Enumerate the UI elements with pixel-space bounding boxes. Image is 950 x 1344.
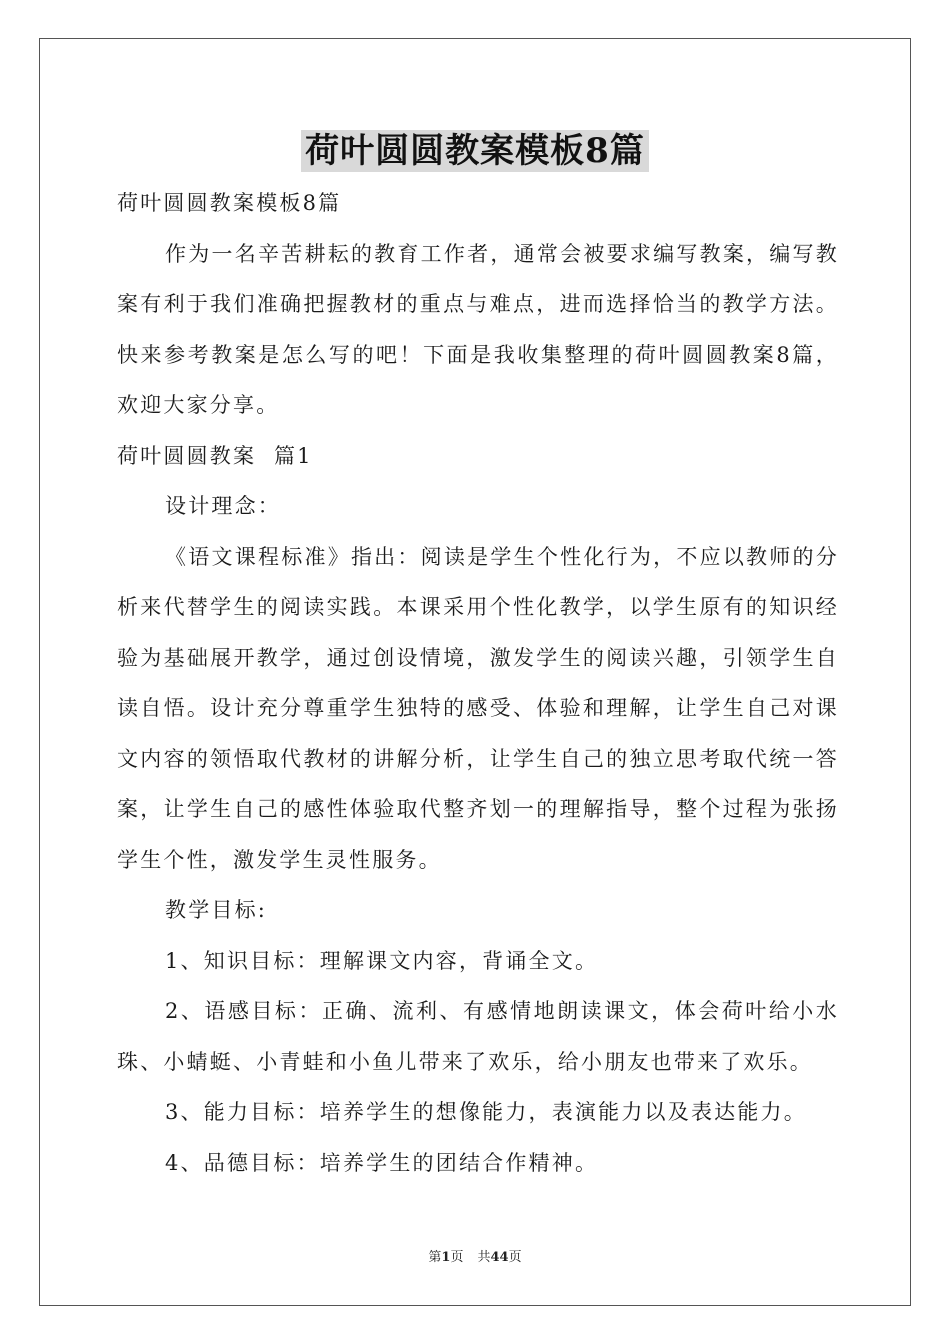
list-item: 3、能力目标：培养学生的想像能力，表演能力以及表达能力。 bbox=[165, 1100, 807, 1124]
list-item: 4、品德目标：培养学生的团结合作精神。 bbox=[165, 1150, 599, 1175]
total-suffix: 页 bbox=[508, 1250, 522, 1265]
paragraph: 荷叶圆圆教案模板8篇 bbox=[117, 191, 342, 215]
section-heading: 荷叶圆圆教案 篇1 bbox=[117, 443, 313, 468]
page-suffix: 页 bbox=[450, 1250, 464, 1265]
page-prefix: 第 bbox=[428, 1250, 442, 1265]
total-prefix: 共 bbox=[477, 1250, 491, 1265]
total-pages: 44 bbox=[490, 1250, 509, 1265]
document-body bbox=[117, 178, 839, 1188]
paragraph: 《语文课程标准》指出：阅读是学生个性化行为，不应以教师的分析来代替学生的阅读实践。本课采用个性化教学，以学生原有的知识经验为基础展开教学，通过创设情境，激发学生的阅读兴趣，引领学生自读自悟。设计充分尊重学生独特的感受、体验和理解，让学生自己对课文内容的领悟取代教材的讲解分析，让学生自己的独立思考取代统一答案，让学生自己的感性体验取代整齐划一的理解指导，整个过程为张扬学生个性，激发学生灵性服务。 bbox=[117, 544, 839, 872]
list-item: 1、知识目标：理解课文内容，背诵全文。 bbox=[165, 948, 599, 973]
page-footer bbox=[0, 1246, 950, 1265]
paragraph: 作为一名辛苦耕耘的教育工作者，通常会被要求编写教案，编写教案有利于我们准确把握教材的重点与难点，进而选择恰当的教学方法。快来参考教案是怎么写的吧！下面是我收集整理的荷叶圆圆教案8篇，欢迎大家分享。 bbox=[117, 241, 839, 417]
page-number: 1 bbox=[441, 1250, 451, 1265]
list-item: 2、语感目标：正确、流利、有感情地朗读课文，体会荷叶给小水珠、小蜻蜓、小青蛙和小鱼儿带来了欢乐，给小朋友也带来了欢乐。 bbox=[117, 999, 839, 1074]
document-title: 荷叶圆圆教案模板8篇 bbox=[301, 130, 649, 172]
paragraph: 设计理念： bbox=[165, 494, 281, 518]
paragraph: 教学目标: bbox=[165, 898, 268, 922]
title-container bbox=[0, 130, 950, 172]
